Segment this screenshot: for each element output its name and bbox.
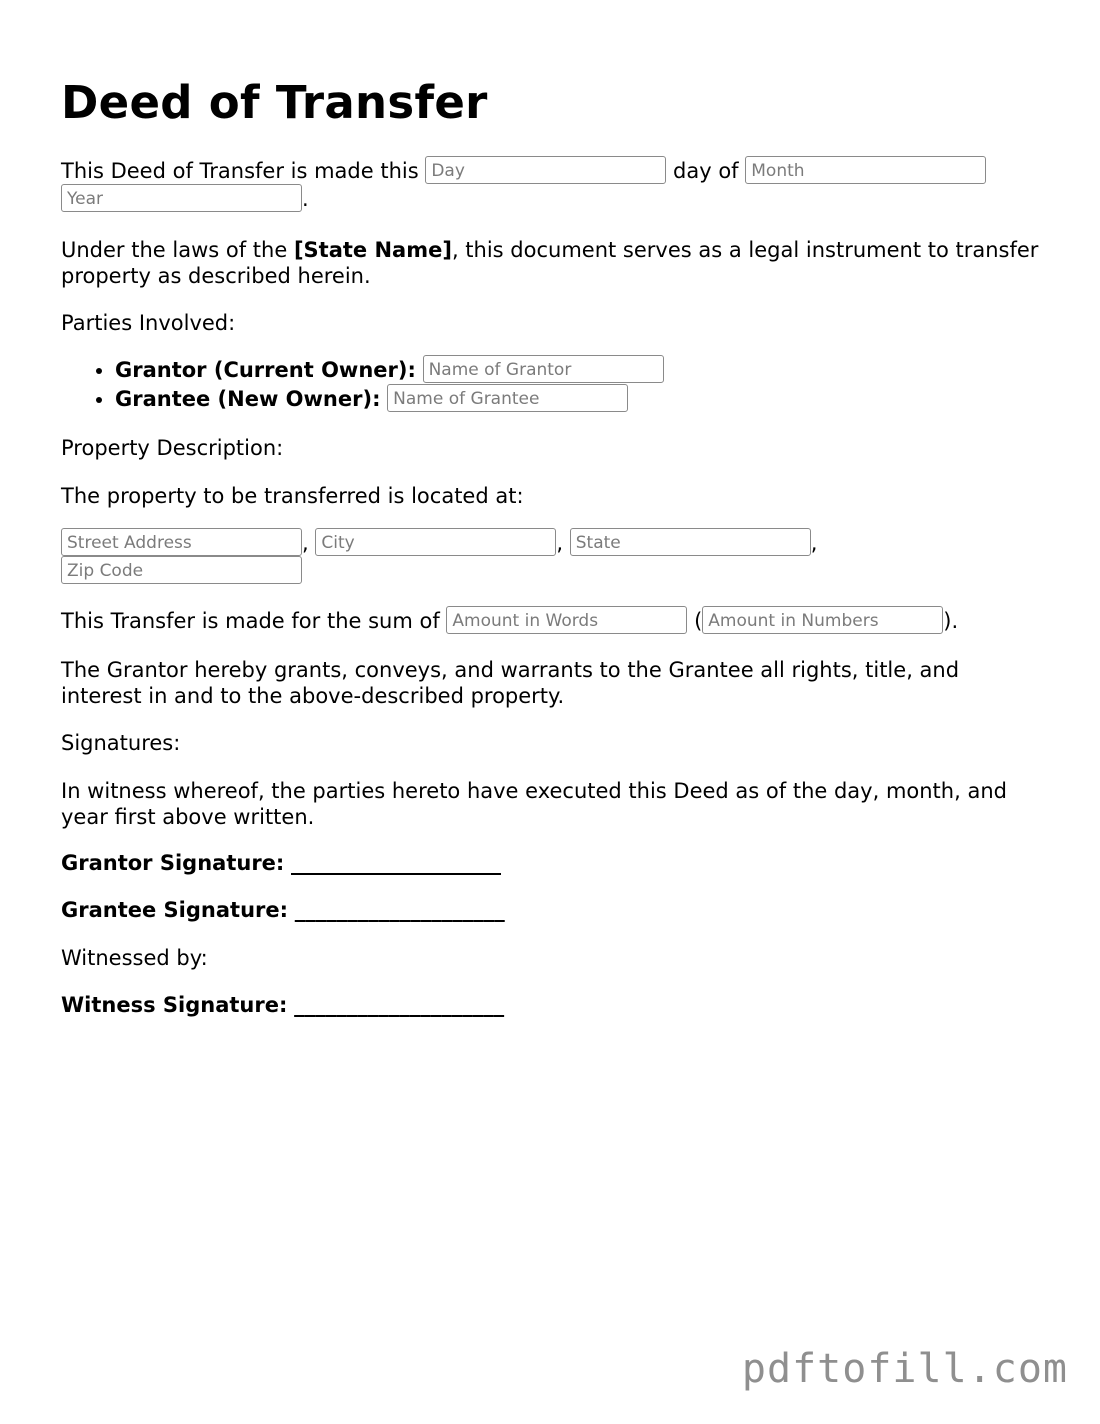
laws-paragraph <box>61 237 1041 289</box>
list-item-grantor <box>115 356 1035 385</box>
amount-words-field[interactable] <box>446 606 687 634</box>
property-location-text: The property to be transferred is located at: <box>61 484 524 508</box>
zip-code-field[interactable] <box>61 556 302 584</box>
grantor-label: Grantor (Current Owner): <box>115 358 416 382</box>
witness-signature-line: ____________________ <box>294 993 505 1017</box>
street-address-field[interactable] <box>61 528 302 556</box>
sum-text: This Transfer is made for the sum of <box>61 609 440 633</box>
year-field[interactable] <box>61 184 302 212</box>
witness-whereof-paragraph: In witness whereof, the parties hereto have executed this Deed as of the day, month, and year first above written. <box>61 779 1007 829</box>
month-field[interactable] <box>745 156 986 184</box>
witness-signature-row <box>61 992 1041 1018</box>
intro-period: . <box>302 187 309 211</box>
grantor-signature-line: ____________________ <box>291 851 501 875</box>
sum-paragraph <box>61 608 1041 636</box>
property-heading: Property Description: <box>61 436 284 460</box>
grantee-signature-line: ____________________ <box>294 898 505 922</box>
day-field[interactable] <box>425 156 666 184</box>
close-paren: ). <box>943 609 959 633</box>
laws-text-1: Under the laws of the <box>61 238 288 262</box>
address-fields <box>61 530 1041 586</box>
amount-numbers-field[interactable] <box>702 606 943 634</box>
intro-paragraph <box>61 158 1041 214</box>
address-comma: , <box>810 531 818 555</box>
signatures-heading: Signatures: <box>61 731 181 755</box>
state-field[interactable] <box>570 528 811 556</box>
grantee-label: Grantee (New Owner): <box>115 387 381 411</box>
grantor-name-field[interactable] <box>423 355 664 383</box>
witnessed-by-text: Witnessed by: <box>61 946 208 970</box>
laws-text-2: , this document serves as a legal instrument to transfer property as described herein. <box>61 238 1039 288</box>
parties-list <box>61 356 1035 414</box>
address-comma: , <box>556 531 564 555</box>
city-field[interactable] <box>315 528 556 556</box>
open-paren: ( <box>694 609 703 633</box>
witness-signature-label: Witness Signature: <box>61 993 288 1017</box>
grantor-signature-row <box>61 850 1041 876</box>
state-name-placeholder: [State Name] <box>293 238 452 262</box>
intro-text-2: day of <box>673 159 739 183</box>
page-title: Deed of Transfer <box>61 76 488 129</box>
parties-heading: Parties Involved: <box>61 311 236 335</box>
grantor-signature-label: Grantor Signature: <box>61 851 285 875</box>
address-comma: , <box>302 531 309 555</box>
list-item-grantee <box>115 385 1035 414</box>
watermark: pdftofill.com <box>741 1346 1068 1392</box>
grantee-signature-label: Grantee Signature: <box>61 898 289 922</box>
intro-text-1: This Deed of Transfer is made this <box>61 159 419 183</box>
grant-paragraph: The Grantor hereby grants, conveys, and warrants to the Grantee all rights, title, and interest in and to the above-described property. <box>61 658 960 708</box>
grantee-name-field[interactable] <box>387 384 628 412</box>
grantee-signature-row <box>61 897 1041 923</box>
